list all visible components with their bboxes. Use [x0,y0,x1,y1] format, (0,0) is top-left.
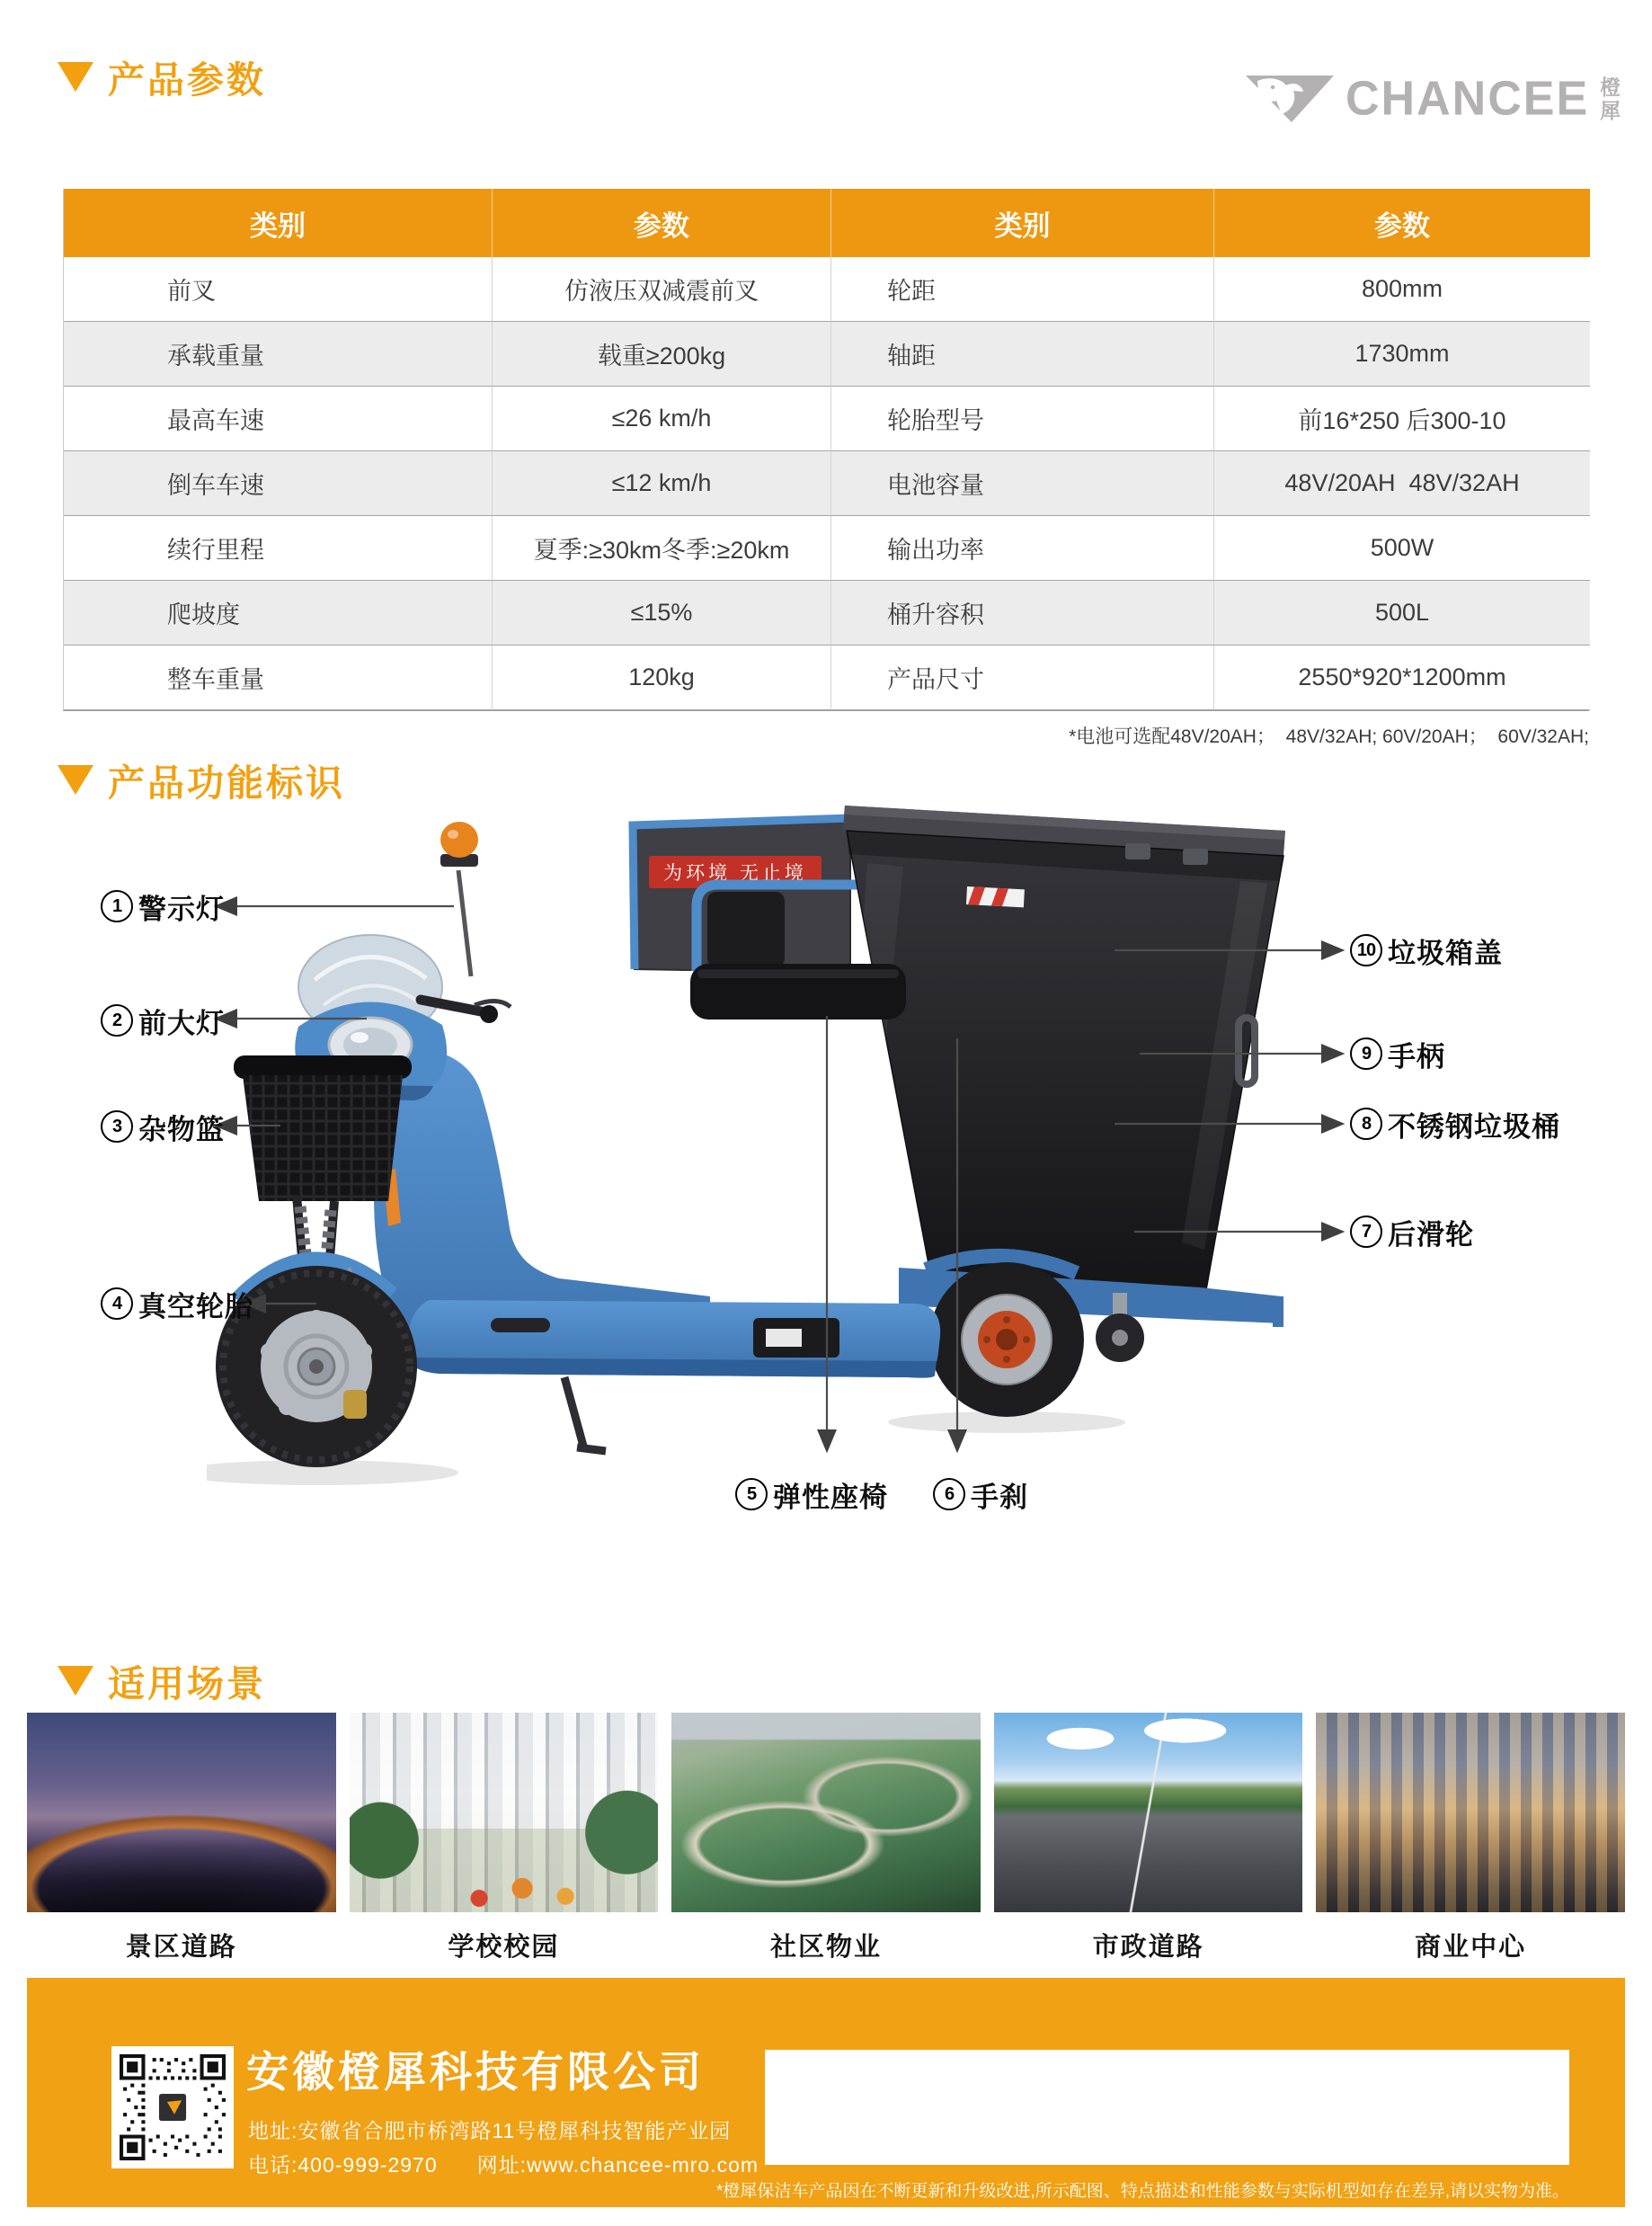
table-cell: 产品尺寸 [831,646,1214,710]
section-title-params [58,50,266,103]
callout-label: 真空轮胎 [138,1290,253,1322]
brand-cn-bottom: 犀 [1600,99,1621,122]
callout-label: 前大灯 [138,1007,225,1039]
company-website: 网址:www.chancee-mro.com [476,2153,759,2177]
section-title-text: 适用场景 [108,1663,266,1705]
section-title-text: 产品参数 [108,59,266,101]
brand-logo [1245,72,1621,126]
company-name: 安徽橙犀科技有限公司 [246,2048,705,2096]
scene-label: 社区物业 [769,1933,882,1962]
table-header-cell: 类别 [831,189,1214,257]
table-cell: 电池容量 [831,451,1214,516]
table-header-cell: 参数 [493,189,831,257]
callout-handbrake [933,1474,1028,1514]
table-cell: 续行里程 [64,516,493,581]
scene-photo-municipal-road [994,1713,1303,1912]
model-label-placeholder [765,2050,1569,2165]
scene-card [350,1713,659,1963]
scene-photo-commercial-center [1316,1713,1625,1912]
table-cell: ≤26 km/h [493,387,831,451]
callout-number: 8 [1350,1108,1382,1140]
table-cell: 整车重量 [64,646,493,710]
scene-photo-school-campus [350,1713,659,1912]
table-cell: 承载重量 [64,322,493,387]
footer-disclaimer: *橙犀保洁车产品因在不断更新和升级改进,所示配图、特点描述和性能参数与实际机型如存在差异,请以实物为准。 [716,2182,1569,2201]
callout-number: 5 [735,1478,768,1510]
table-cell: 500L [1214,581,1590,646]
table-header-cell: 参数 [1214,189,1590,257]
triangle-bullet-icon [58,62,93,92]
spec-table [63,189,1589,711]
callout-elastic-seat [735,1474,888,1514]
table-cell: ≤15% [493,581,831,646]
table-cell: 夏季:≥30km冬季:≥20km [493,516,831,581]
callout-label: 垃圾箱盖 [1388,937,1503,969]
company-phone: 电话:400-999-2970 [248,2153,438,2177]
scene-photo-scenic-road [27,1713,336,1912]
table-cell: 轮胎型号 [831,387,1214,451]
callout-number: 10 [1350,934,1382,966]
callout-headlight [101,1001,225,1040]
brand-cn-top: 橙 [1600,76,1621,99]
table-cell: 前叉 [64,257,493,322]
callout-label: 手柄 [1388,1040,1445,1073]
table-cell: 前16*250 后300-10 [1214,387,1590,451]
table-cell: 桶升容积 [831,581,1214,646]
callout-label: 杂物篮 [138,1113,225,1145]
callout-label: 后滑轮 [1388,1218,1474,1251]
scene-card [1316,1713,1625,1963]
table-cell: 48V/20AH 48V/32AH [1214,451,1590,516]
section-title-text: 产品功能标识 [108,762,345,804]
table-cell: 120kg [493,646,831,710]
section-title-scenes [58,1654,266,1707]
scene-label: 商业中心 [1415,1933,1527,1962]
callout-label: 警示灯 [138,893,225,925]
rhino-logo-icon [1245,74,1335,124]
callout-handle [1350,1034,1445,1073]
table-cell: 输出功率 [831,516,1214,581]
scene-card [994,1713,1303,1963]
table-cell: 800mm [1214,257,1590,322]
scene-label: 市政道路 [1092,1933,1204,1962]
callout-stainless-bin [1350,1104,1560,1144]
scene-card [27,1713,336,1963]
callout-rear-caster [1350,1212,1474,1251]
battery-options-footnote: *电池可选配48V/20AH； 48V/32AH; 60V/20AH； 60V/32AH; [1069,726,1589,747]
table-cell: 2550*920*1200mm [1214,646,1590,710]
triangle-bullet-icon [58,1666,93,1696]
table-cell: 仿液压双减震前叉 [493,257,831,322]
table-cell: 最高车速 [64,387,493,451]
banner-slogan-text: 为环境 无止境 [663,863,807,884]
company-contact [248,2149,759,2178]
table-cell: ≤12 km/h [493,451,831,516]
scene-label: 景区道路 [125,1933,237,1962]
section-title-features [58,753,345,806]
footer [27,1978,1625,2207]
qr-code [111,2046,234,2168]
callout-label: 手刹 [971,1481,1028,1513]
scene-gallery [27,1713,1625,1963]
callout-label: 弹性座椅 [773,1481,888,1513]
callout-warning-light [101,886,225,926]
table-cell: 爬坡度 [64,581,493,646]
callout-basket [101,1107,225,1146]
table-cell: 500W [1214,516,1590,581]
callout-number: 2 [101,1004,133,1037]
table-cell: 载重≥200kg [493,322,831,387]
callout-number: 1 [101,890,133,922]
callout-number: 6 [933,1478,965,1510]
callout-number: 9 [1350,1037,1382,1070]
callout-label: 不锈钢垃圾桶 [1388,1110,1560,1143]
table-cell: 1730mm [1214,322,1590,387]
callout-vacuum-tire [101,1284,253,1323]
callout-bin-lid [1350,930,1503,970]
callout-number: 4 [101,1287,133,1320]
scene-photo-community [671,1713,981,1912]
callout-number: 3 [101,1110,133,1143]
table-cell: 轴距 [831,322,1214,387]
table-cell: 倒车车速 [64,451,493,516]
table-cell: 轮距 [831,257,1214,322]
company-address: 地址:安徽省合肥市桥湾路11号橙犀科技智能产业园 [248,2119,732,2142]
product-photo [207,800,1321,1492]
brand-chinese-name [1600,76,1621,122]
scene-card [671,1713,981,1963]
callout-number: 7 [1350,1215,1382,1248]
table-header-cell: 类别 [64,189,493,257]
triangle-bullet-icon [58,765,93,795]
scene-label: 学校校园 [448,1933,560,1962]
brand-name: CHANCEE [1346,71,1590,127]
qr-code-image [120,2054,226,2160]
